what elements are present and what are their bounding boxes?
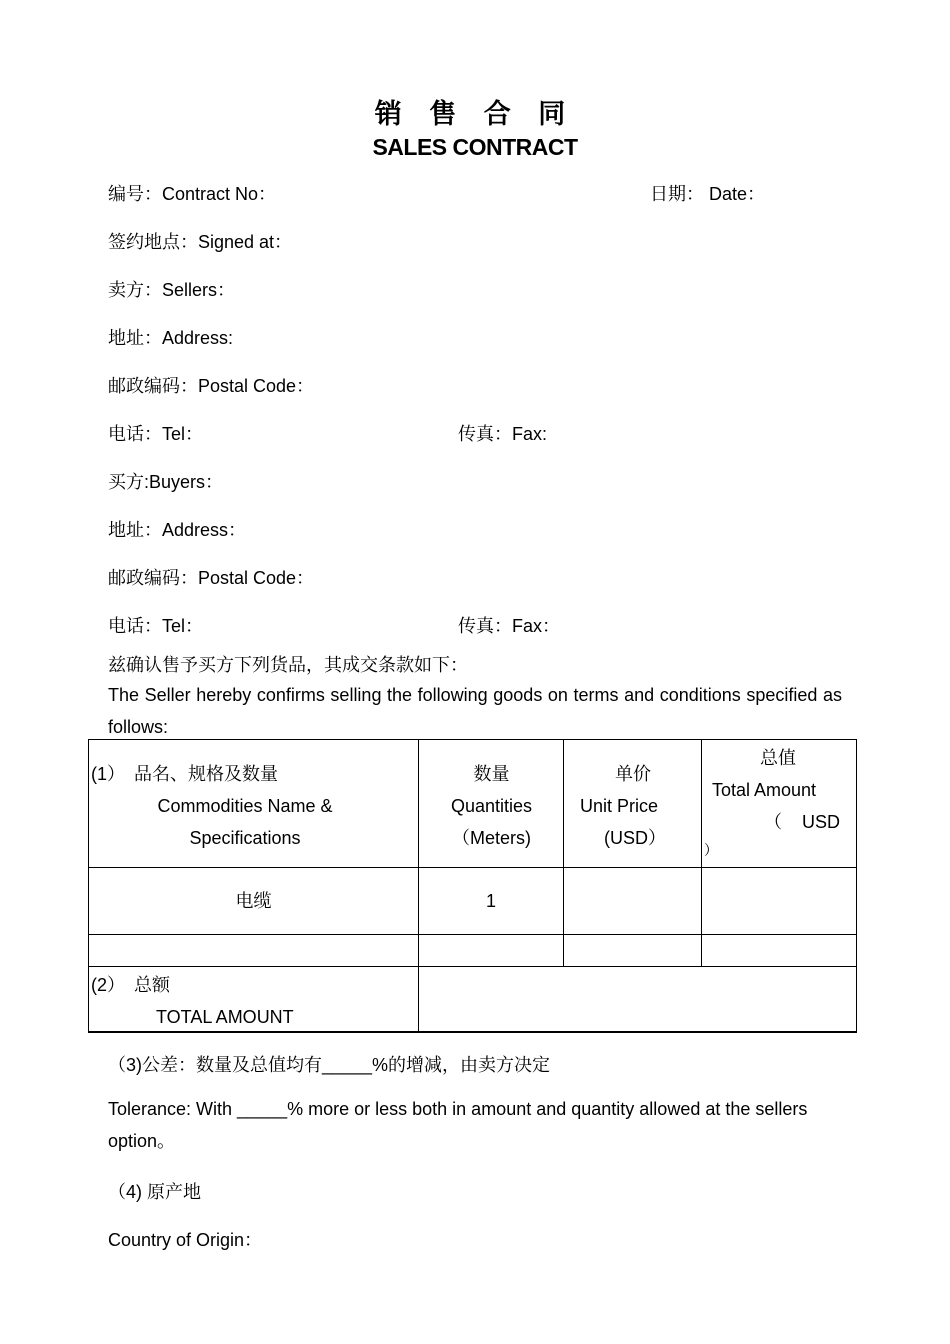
total-amount-en: TOTAL AMOUNT [156,1007,294,1027]
header-quantities [419,740,564,868]
total-amount-number: (2） [91,975,126,995]
intro-chinese: 兹确认售予买方下列货品，其成交条款如下： [108,655,468,675]
table-row [89,868,857,935]
tolerance-english: Tolerance: With _____% more or less both in amount and quantity allowed at the sellers option。 [108,1099,808,1151]
header-unit-price-cn: 单价 [615,764,651,784]
row-total-amount [702,868,857,935]
header-total-amount-cn: 总值 [760,748,796,768]
origin-english: Country of Origin： [108,1230,263,1250]
row-quantity [419,935,564,967]
sellers-field: 卖方：Sellers： [108,280,236,300]
signed-at-field: 签约地点：Signed at： [108,232,293,252]
header-unit-price-en1: Unit Price [580,796,659,816]
header-commodities-cn: 品名、规格及数量 [134,764,278,784]
title-chinese: 销 售 合 同 [374,99,576,129]
header-quantities-en2: （Meters) [451,828,531,848]
row-unit-price [564,935,702,967]
contract-no-field: 编号：Contract No： [108,184,277,204]
header-unit-price-en2: (USD） [604,828,666,848]
table-header-row [89,740,857,868]
header-quantities-cn: 数量 [473,764,510,784]
buyer-address-field: 地址：Address： [108,520,247,540]
buyer-fax-field: 传真：Fax： [458,616,561,636]
origin-chinese: （4) 原产地 [108,1182,202,1202]
total-amount-value [419,967,857,1033]
table-row [89,935,857,967]
header-commodities [89,740,419,868]
total-amount-cn: 总额 [134,975,170,995]
buyer-tel-field: 电话：Tel： [108,616,204,636]
row-commodity-name [89,935,419,967]
buyer-postal-code-field: 邮政编码：Postal Code： [108,568,315,588]
intro-english: The Seller hereby confirms selling the following goods on terms and conditions specified as follows: [108,685,842,737]
header-quantities-en1: Quantities [450,796,533,816]
header-commodities-en2: Specifications [189,828,301,848]
header-total-amount-en3: ） [704,842,718,858]
header-commodities-en1: Commodities Name & [157,796,333,816]
row-total-amount [702,935,857,967]
seller-postal-code-field: 邮政编码：Postal Code： [108,376,315,396]
row-unit-price [564,868,702,935]
tolerance-chinese: （3)公差：数量及总值均有_____%的增减，由卖方决定 [108,1055,551,1075]
header-total-amount-en1: Total Amount [712,780,817,800]
goods-table [88,739,857,1033]
seller-address-field: 地址：Address: [108,328,234,348]
buyers-field: 买方:Buyers： [108,472,224,492]
row-quantity: 1 [419,868,564,935]
header-unit-price [564,740,702,868]
date-field: 日期： Date： [650,184,766,204]
table-total-row [89,967,857,1033]
seller-fax-field: 传真：Fax: [458,424,548,444]
header-total-amount-en2: （ USD [764,812,841,832]
seller-tel-field: 电话：Tel： [108,424,204,444]
row-commodity-name: 电缆 [89,868,419,935]
total-amount-label [89,967,419,1033]
title-english: SALES CONTRACT [372,134,578,160]
header-commodities-number: (1） [91,764,126,784]
header-total-amount [702,740,857,868]
